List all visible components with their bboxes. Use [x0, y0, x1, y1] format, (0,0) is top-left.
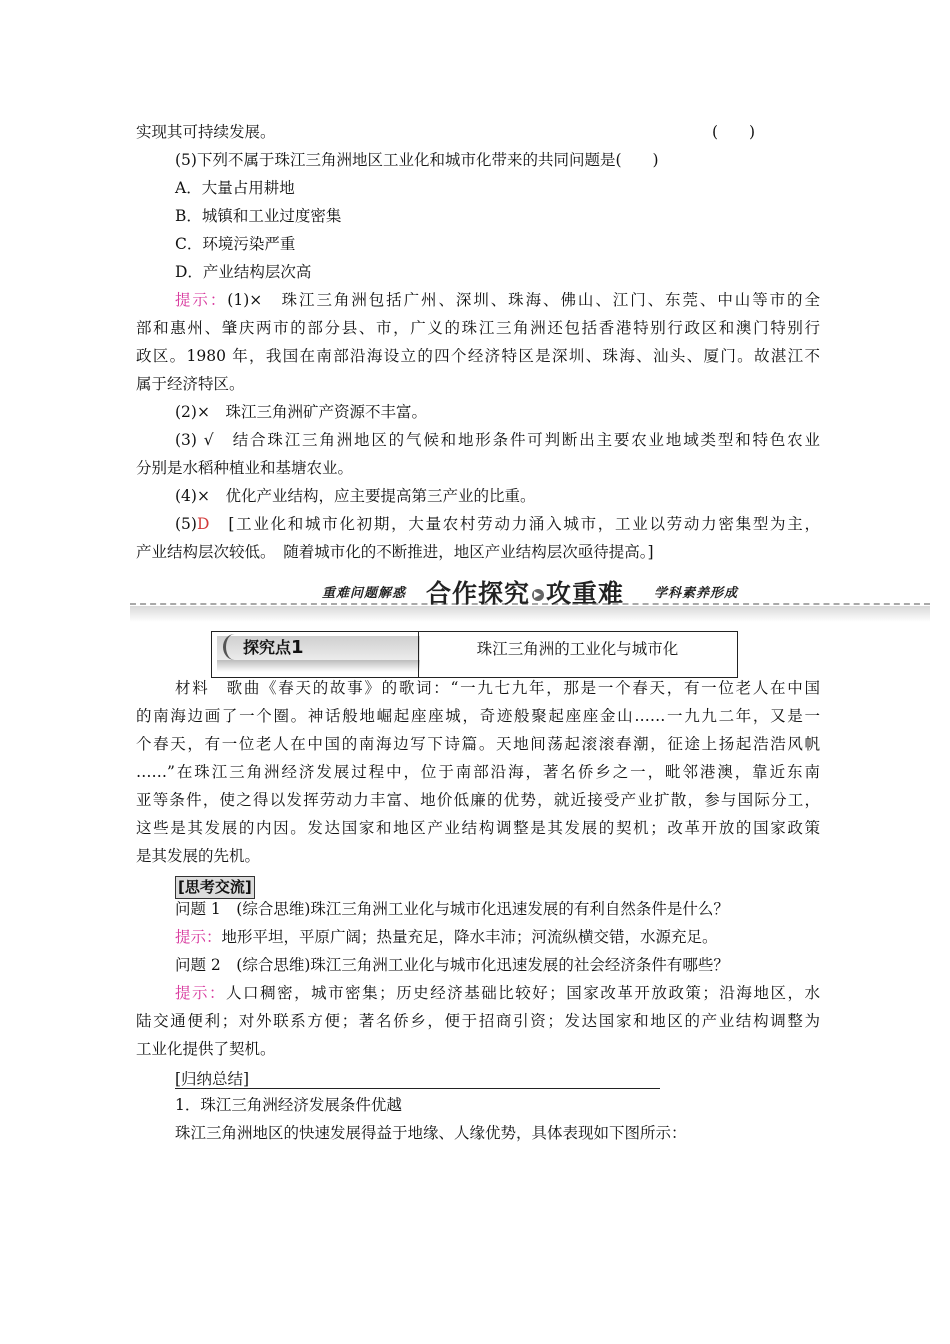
hint-1-text: 地形平坦，平原广阔；热量充足，降水丰沛；河流纵横交错，水源充足。 — [221, 928, 718, 946]
hook-icon — [223, 634, 246, 660]
material-line-3: 个春天，有一位老人在中国的南海边写下诗篇。天地间荡起滚滚春潮，征途上扬起浩浩风帆 — [136, 735, 820, 753]
answer-1-line-3: 政区。1980 年，我国在南部沿海设立的四个经济特区是深圳、珠海、汕头、厦门。故湛江不 — [136, 347, 820, 365]
banner-title-a: 合作探究 — [426, 579, 531, 608]
summary-label: [归纳总结] — [175, 1070, 660, 1089]
banner-left-text: 重难问题解惑 — [322, 586, 407, 601]
arrow-right-icon: ▶ — [532, 589, 544, 601]
topic-box — [211, 631, 738, 678]
answer-5-line-2: 产业结构层次较低。 随着城市化的不断推进，地区产业结构层次亟待提高。] — [136, 543, 654, 561]
q5-option-d: D．产业结构层次高 — [175, 263, 312, 281]
answer-5-line-1 — [175, 513, 820, 535]
q5-option-b: B．城镇和工业过度密集 — [175, 207, 342, 225]
hint-label: 提示： — [175, 291, 228, 309]
material-line-7: 是其发展的先机。 — [136, 847, 261, 865]
question-1: 问题 1 (综合思维)珠江三角洲工业化与城市化迅速发展的有利自然条件是什么？ — [175, 900, 729, 918]
topic-number: 1 — [291, 637, 304, 658]
answer-1-line-4: 属于经济特区。 — [136, 375, 245, 393]
hint-label: 提示： — [175, 928, 222, 946]
answer-5-letter: D — [196, 515, 210, 533]
banner-right-text: 学科素养形成 — [654, 586, 739, 601]
answer-3-line-1: (3) √ 结合珠江三角洲地区的气候和地形条件可判断出主要农业地域类型和特色农业 — [175, 431, 820, 449]
answer-1-text: (1)× 珠江三角洲包括广州、深圳、珠海、佛山、江门、东莞、中山等市的全 — [227, 291, 820, 309]
topic-label-text: 探究点 — [243, 638, 292, 657]
material-line-4: ……”在珠江三角洲经济发展过程中，位于南部沿海，著名侨乡之一，毗邻港澳，靠近东南 — [136, 763, 820, 781]
q4-tail: 实现其可持续发展。 — [136, 123, 276, 141]
hint-2-line-1 — [175, 982, 820, 1004]
material-line-6: 这些是其发展的内因。发达国家和地区产业结构调整是其发展的契机；改革开放的国家政策 — [136, 819, 820, 837]
q5-stem: (5)下列不属于珠江三角洲地区工业化和城市化带来的共同问题是( ) — [175, 151, 659, 169]
hint-2-line-2: 陆交通便利；对外联系方便；著名侨乡，便于招商引资；发达国家和地区的产业结构调整为 — [136, 1012, 820, 1030]
material-line-1: 材料 歌曲《春天的故事》的歌词：“一九七九年，那是一个春天，有一位老人在中国 — [175, 679, 820, 697]
banner-title — [426, 574, 624, 610]
topic-title: 珠江三角洲的工业化与城市化 — [476, 640, 679, 658]
question-2: 问题 2 (综合思维)珠江三角洲工业化与城市化迅速发展的社会经济条件有哪些？ — [175, 956, 729, 974]
material-line-5: 亚等条件，使之得以发挥劳动力丰富、地价低廉的优势，就近接受产业扩散，参与国际分工， — [136, 791, 820, 809]
answer-5-text: [工业化和城市化初期，大量农村劳动力涌入城市，工业以劳动力密集型为主， — [209, 515, 820, 533]
section-banner — [130, 572, 930, 622]
q5-option-c: C．环境污染严重 — [175, 235, 296, 253]
answer-5-prefix: (5) — [175, 515, 197, 533]
summary-heading: 1．珠江三角洲经济发展条件优越 — [175, 1096, 402, 1114]
answer-3-line-2: 分别是水稻种植业和基塘农业。 — [136, 459, 354, 477]
answer-4: (4)× 优化产业结构，应主要提高第三产业的比重。 — [175, 487, 536, 505]
q4-answer-paren: ( ) — [712, 123, 756, 141]
hint-1 — [175, 926, 718, 948]
answer-2: (2)× 珠江三角洲矿产资源不丰富。 — [175, 403, 427, 421]
banner-title-b: 攻重难 — [546, 579, 625, 608]
summary-text: 珠江三角洲地区的快速发展得益于地缘、人缘优势，具体表现如下图所示： — [175, 1124, 687, 1142]
answer-1-line-2: 部和惠州、肇庆两市的部分县、市，广义的珠江三角洲还包括香港特别行政区和澳门特别行 — [136, 319, 820, 337]
hint-2-text: 人口稠密，城市密集；历史经济基础比较好；国家改革开放政策；沿海地区，水 — [226, 984, 820, 1002]
topic-label-shadow — [217, 660, 420, 672]
hint-label: 提示： — [175, 984, 227, 1002]
q5-option-a: A．大量占用耕地 — [175, 179, 295, 197]
material-line-2: 的南海边画了一个圈。神话般地崛起座座城，奇迹般聚起座座金山……一九九二年，又是一 — [136, 707, 820, 725]
answer-1-line-1 — [175, 289, 820, 311]
topic-label — [217, 636, 420, 660]
hint-2-line-3: 工业化提供了契机。 — [136, 1040, 276, 1058]
think-discuss-label: [思考交流] — [175, 876, 255, 899]
